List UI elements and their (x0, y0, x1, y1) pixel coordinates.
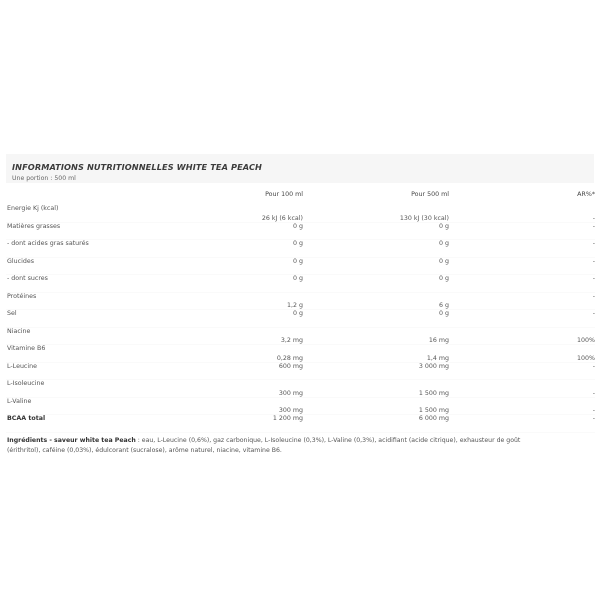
value-per-100ml: 0 g (157, 275, 303, 293)
value-per-100ml: 0,28 mg (157, 345, 303, 363)
value-ar: - (449, 310, 595, 328)
value-ar: 100% (449, 327, 595, 345)
table-row (6, 292, 595, 310)
nutrition-table-body (6, 205, 595, 432)
table-row (6, 240, 595, 258)
table-row (6, 380, 595, 398)
value-per-100ml: 1 200 mg (157, 415, 303, 433)
value-per-500ml: 0 g (303, 222, 449, 240)
column-header-nutrient (6, 183, 157, 205)
value-ar: - (449, 415, 595, 433)
value-ar: - (449, 292, 595, 310)
value-per-500ml: 1 500 mg (303, 397, 449, 415)
nutrient-label: Matières grasses (6, 222, 157, 240)
nutrient-label: BCAA total (6, 415, 157, 433)
value-per-100ml: 26 kJ (6 kcal) (157, 205, 303, 222)
table-row (6, 397, 595, 415)
value-ar: - (449, 380, 595, 398)
ingredients-text (6, 433, 548, 456)
value-per-500ml: 0 g (303, 310, 449, 328)
nutrition-panel (6, 154, 594, 456)
value-ar: - (449, 240, 595, 258)
value-per-100ml: 0 g (157, 310, 303, 328)
table-row (6, 310, 595, 328)
value-per-500ml: 1 500 mg (303, 380, 449, 398)
value-ar: - (449, 275, 595, 293)
value-per-500ml: 6 000 mg (303, 415, 449, 433)
nutrition-header (6, 154, 594, 183)
value-per-100ml: 1,2 g (157, 292, 303, 310)
ingredients-label: Ingrédients - saveur white tea Peach (7, 436, 136, 444)
nutrient-label: Glucides (6, 257, 157, 275)
table-header-row (6, 183, 595, 205)
value-per-100ml: 3,2 mg (157, 327, 303, 345)
value-per-500ml: 0 g (303, 257, 449, 275)
table-row-total (6, 415, 595, 433)
nutrient-label: Sel (6, 310, 157, 328)
nutrient-label: - dont acides gras saturés (6, 240, 157, 258)
value-per-500ml: 1,4 mg (303, 345, 449, 363)
nutrition-table (6, 183, 595, 433)
serving-size: Une portion : 500 ml (12, 175, 76, 182)
nutrient-label: Protéines (6, 292, 157, 310)
table-row (6, 327, 595, 345)
value-ar: - (449, 257, 595, 275)
table-row (6, 257, 595, 275)
column-header-ar: AR%* (577, 191, 595, 198)
nutrient-label: L-Valine (6, 397, 157, 415)
value-ar: 100% (449, 345, 595, 363)
table-row (6, 345, 595, 363)
nutrient-label: Niacine (6, 327, 157, 345)
value-ar: - (449, 362, 595, 380)
value-per-100ml: 0 g (157, 240, 303, 258)
value-per-500ml: 0 g (303, 240, 449, 258)
column-header-per-100ml: Pour 100 ml (265, 191, 303, 198)
value-per-500ml: 130 kJ (30 kcal) (303, 205, 449, 222)
value-per-500ml: 3 000 mg (303, 362, 449, 380)
column-header-per-500ml: Pour 500 ml (411, 191, 449, 198)
value-ar: - (449, 222, 595, 240)
nutrient-label: L-Leucine (6, 362, 157, 380)
table-row (6, 362, 595, 380)
value-per-500ml: 0 g (303, 275, 449, 293)
nutrition-title: INFORMATIONS NUTRITIONNELLES WHITE TEA PEACH (12, 162, 263, 172)
table-row (6, 222, 595, 240)
nutrient-label: - dont sucres (6, 275, 157, 293)
nutrient-label: L-Isoleucine (6, 380, 157, 398)
value-per-100ml: 0 g (157, 257, 303, 275)
table-row (6, 205, 595, 222)
value-ar: - (449, 205, 595, 222)
value-per-100ml: 0 g (157, 222, 303, 240)
value-per-100ml: 300 mg (157, 380, 303, 398)
value-ar: - (449, 397, 595, 415)
nutrient-label: Vitamine B6 (6, 345, 157, 363)
value-per-100ml: 300 mg (157, 397, 303, 415)
table-row (6, 275, 595, 293)
ingredients-list: : eau, L-Leucine (0,6%), gaz carbonique, L-Isoleucine (0,3%), L-Valine (0,3%), acidifiant (acide citrique), exhausteur de goût (érithritol), caféine (0,03%), édulcorant (sucralose), arôme naturel, niacine, vitamine B6. (7, 436, 521, 454)
value-per-100ml: 600 mg (157, 362, 303, 380)
nutrient-label: Énergie Kj (kcal) (6, 205, 157, 222)
value-per-500ml: 16 mg (303, 327, 449, 345)
value-per-500ml: 6 g (303, 292, 449, 310)
